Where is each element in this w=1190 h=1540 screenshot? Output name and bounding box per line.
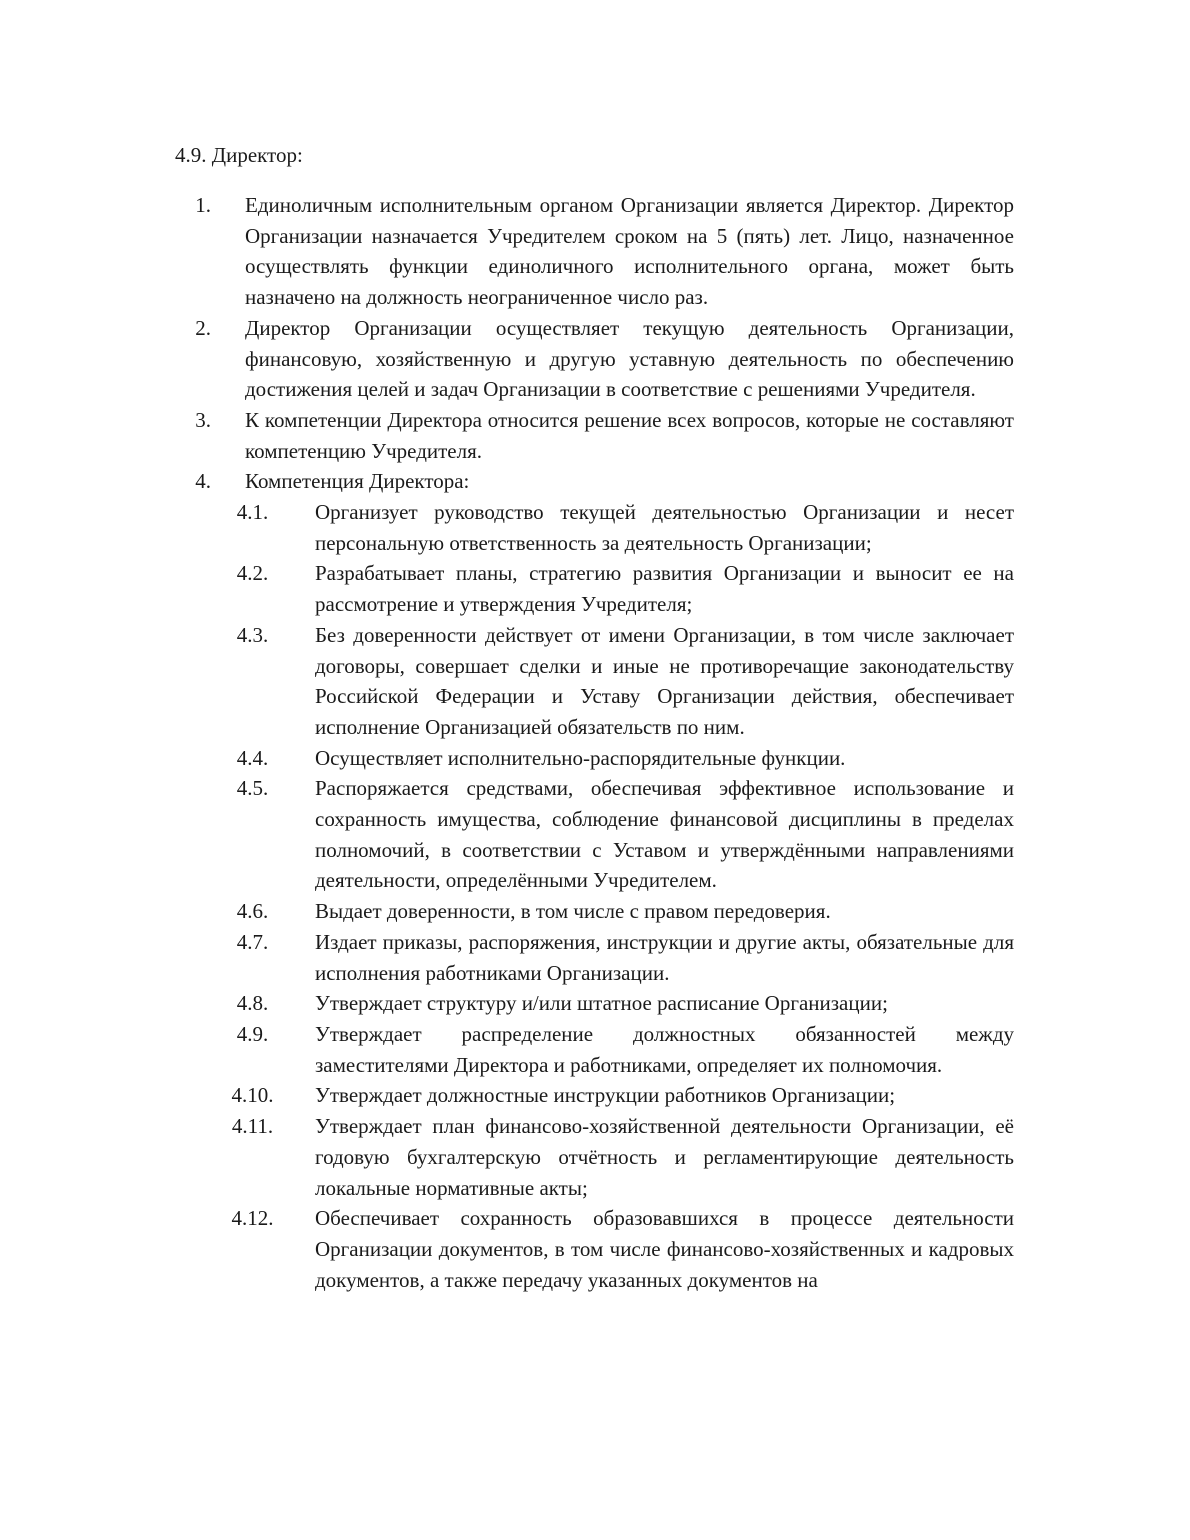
list-item-text: Директор Организации осуществляет текущую деятельность Организации, финансовую, хозяйственную и другую уставную деятельность по обеспечению достижения целей и задач Организации в соответствие с решениями Учредителя.: [245, 315, 1014, 402]
sub-list-item: [0, 743, 1190, 774]
sub-list-item-text: Издает приказы, распоряжения, инструкции и другие акты, обязательные для исполнения работниками Организации.: [315, 929, 1014, 985]
sub-list-item-number: 4.6.: [236, 899, 269, 924]
section-heading: 4.9. Директор:: [175, 143, 303, 167]
sub-list-item: [0, 620, 1190, 743]
sub-list-item-text: Обеспечивает сохранность образовавшихся в процессе деятельности Организации документов, в том числе финансово-хозяйственных и кадровых документов, а также передачу указанных документов на: [315, 1206, 1014, 1292]
sub-list-item-number: 4.8.: [236, 991, 269, 1016]
sub-list-item-text: Осуществляет исполнительно-распорядительные функции.: [315, 745, 846, 770]
sub-list-item-number: 4.10.: [231, 1083, 274, 1108]
sub-list-item-number: 4.5.: [236, 776, 269, 801]
list-item-number: 1.: [195, 193, 211, 217]
list-item: [0, 190, 1190, 313]
list-item-number: 3.: [195, 407, 211, 432]
sub-list-item: [0, 773, 1190, 896]
sub-list-item-text: Утверждает план финансово-хозяйственной деятельности Организации, её годовую бухгалтерскую отчётность и регламентирующие деятельность локальные нормативные акты;: [315, 1114, 1014, 1200]
sub-list-item: [0, 1080, 1190, 1111]
sub-list-item: [0, 497, 1190, 558]
sub-list-item-text: Разрабатывает планы, стратегию развития Организации и выносит ее на рассмотрение и утверждения Учредителя;: [315, 561, 1014, 617]
sub-list-item: [0, 1019, 1190, 1080]
list-item-text: К компетенции Директора относится решение всех вопросов, которые не составляют компетенцию Учредителя.: [245, 407, 1014, 463]
sub-list-item-number: 4.7.: [236, 929, 269, 954]
sub-list-item: [0, 927, 1190, 988]
sub-list-item-number: 4.4.: [236, 745, 269, 770]
sub-list-item-number: 4.1.: [236, 500, 269, 525]
sub-list-item: [0, 1111, 1190, 1203]
sub-list-item-number: 4.11.: [231, 1114, 274, 1139]
sub-list-item-number: 4.9.: [236, 1021, 269, 1046]
sub-list-item-text: Утверждает структуру и/или штатное расписание Организации;: [315, 991, 888, 1016]
sub-list-item: [0, 558, 1190, 619]
sub-list-item-text: Организует руководство текущей деятельностью Организации и несет персональную ответственность за деятельность Организации;: [315, 500, 1014, 555]
sub-list-item-text: Распоряжается средствами, обеспечивая эффективное использование и сохранность имущества, соблюдение финансовой дисциплины в пределах полномочий, в соответствии с Уставом и утверждёнными направлениями деятельности, определёнными Учредителем.: [315, 776, 1014, 893]
list-item-number: 2.: [195, 315, 211, 340]
numbered-list: [0, 190, 1190, 1295]
sub-list-item-text: Выдает доверенности, в том числе с правом передоверия.: [315, 899, 831, 924]
sub-list-item: [0, 896, 1190, 927]
sub-list-item-text: Утверждает распределение должностных обязанностей между заместителями Директора и работниками, определяет их полномочия.: [315, 1021, 1014, 1077]
sub-list-item-text: Без доверенности действует от имени Организации, в том числе заключает договоры, совершает сделки и иные не противоречащие законодательству Российской Федерации и Уставу Организации действия, обеспечивает исполнение Организацией обязательств по ним.: [315, 622, 1014, 739]
sub-list-item: [0, 1203, 1190, 1295]
list-item-number: 4.: [195, 469, 211, 494]
sub-list: [0, 497, 1190, 1295]
list-item: [0, 466, 1190, 1295]
list-item: [0, 405, 1190, 466]
sub-list-item: [0, 988, 1190, 1019]
list-item-text: Компетенция Директора:: [245, 469, 470, 494]
sub-list-item-number: 4.12.: [231, 1206, 274, 1231]
list-item-text: Единоличным исполнительным органом Организации является Директор. Директор Организации назначается Учредителем сроком на 5 (пять) лет. Лицо, назначенное осуществлять функции единоличного исполнительного органа, может быть назначено на должность неограниченное число раз.: [245, 193, 1014, 310]
sub-list-item-text: Утверждает должностные инструкции работников Организации;: [315, 1083, 896, 1108]
list-item: [0, 313, 1190, 405]
sub-list-item-number: 4.2.: [236, 561, 269, 586]
sub-list-item-number: 4.3.: [236, 622, 269, 647]
